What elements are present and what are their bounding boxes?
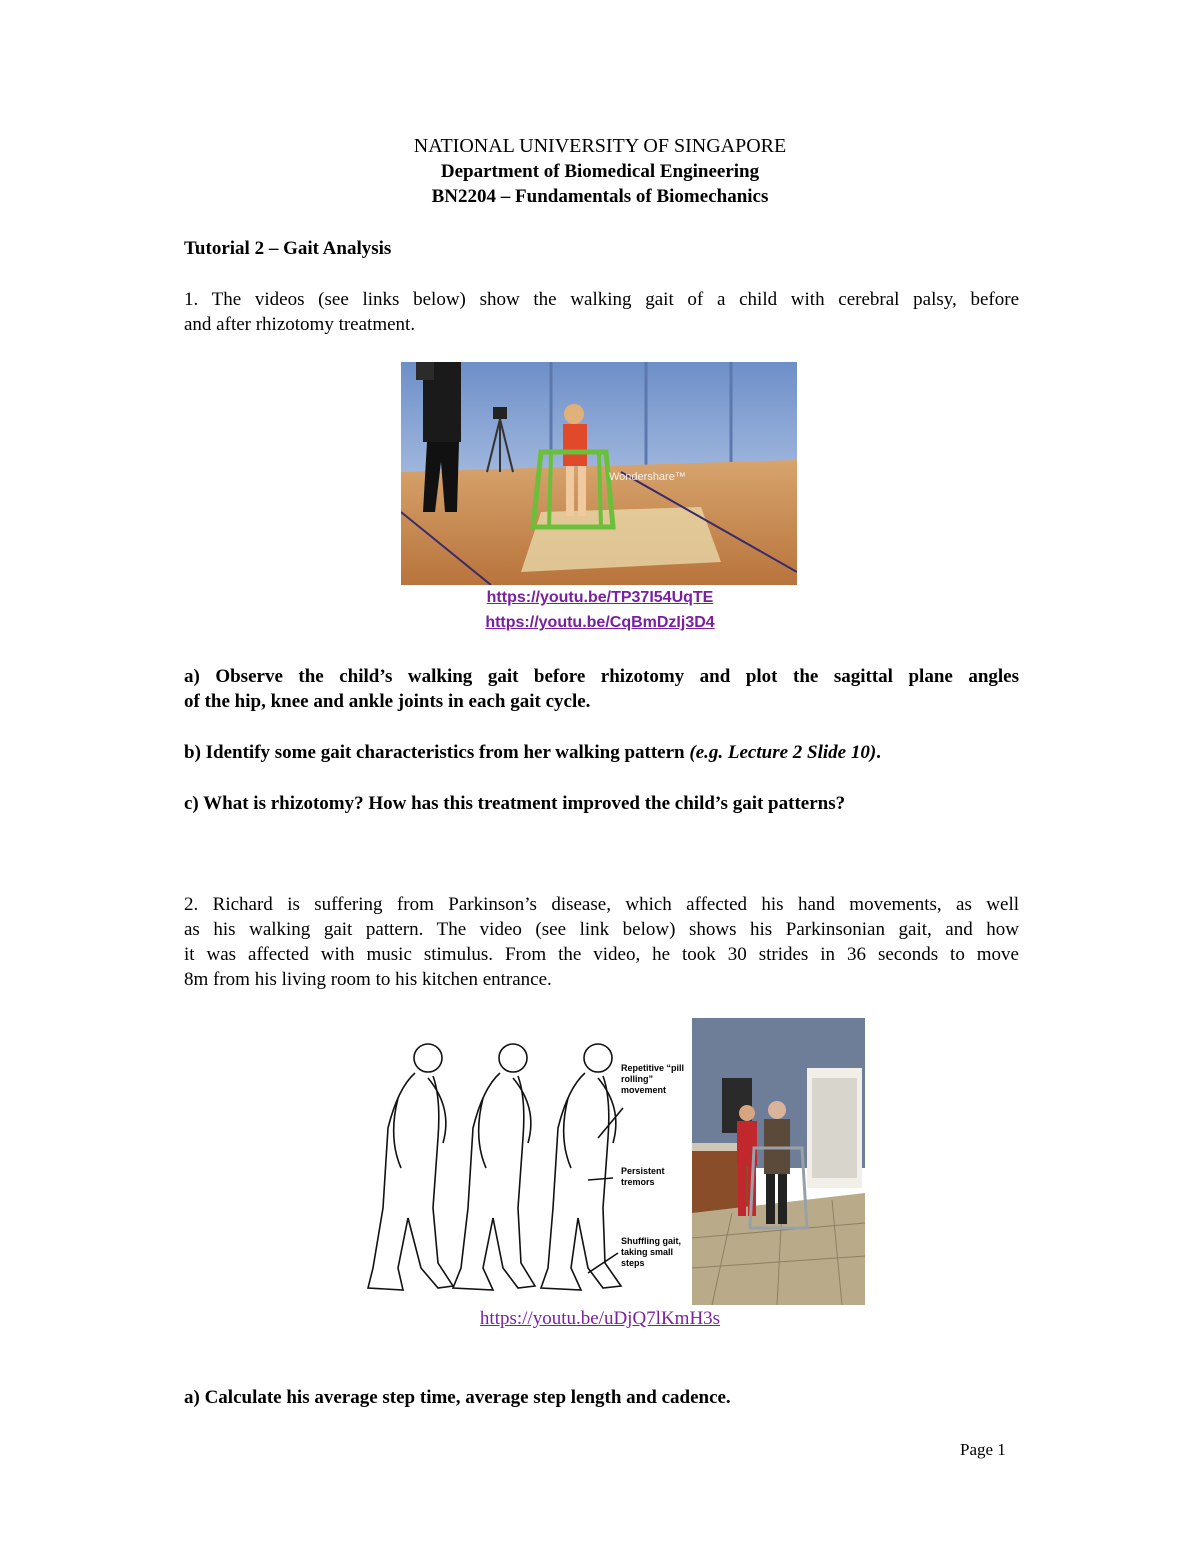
tutorial-title: Tutorial 2 – Gait Analysis [184, 238, 392, 259]
department-name: Department of Biomedical Engineering [440, 161, 760, 182]
q1-intro-line1: 1. The videos (see links below) show the walking gait of a child with cerebral palsy, before [184, 289, 1019, 310]
q2-line1: 2. Richard is suffering from Parkinson’s disease, which affected his hand movements, as well [184, 894, 1019, 915]
q1c: c) What is rhizotomy? How has this treatment improved the child’s gait patterns? [184, 793, 846, 814]
q1b-prefix: b) Identify some gait characteristics from her walking pattern [184, 742, 690, 763]
kitchen-walker-image [692, 1018, 865, 1305]
label-pill-rolling: Repetitive “pill rolling” movement [621, 1063, 685, 1095]
parkinson-figures-image [343, 1018, 685, 1310]
q2-link-row [0, 1308, 1200, 1330]
page-number: Page 1 [960, 1440, 1006, 1459]
university-name: NATIONAL UNIVERSITY OF SINGAPORE [413, 135, 787, 157]
q2-line3: it was affected with music stimulus. From the video, he took 30 strides in 36 seconds to move [184, 944, 1019, 965]
child-walker-image [401, 362, 797, 585]
q2-line2: as his walking gait pattern. The video (see link below) shows his Parkinsonian gait, and how [184, 919, 1019, 940]
q1b-suffix: . [876, 742, 881, 763]
q2-line4: 8m from his living room to his kitchen entrance. [184, 969, 552, 990]
label-tremors: Persistent tremors [621, 1166, 665, 1187]
video-link-parkinson[interactable]: https://youtu.be/uDjQ7lKmH3s [479, 1308, 721, 1329]
q1b-reference: (e.g. Lecture 2 Slide 10) [689, 742, 877, 763]
watermark-text: Wondershare™ [609, 471, 686, 483]
video-link-before[interactable]: https://youtu.be/TP37I54UqTE [486, 589, 714, 606]
course-title: BN2204 – Fundamentals of Biomechanics [431, 186, 769, 207]
kitchen-walker-photo [692, 1018, 865, 1305]
q1-link1-row [0, 589, 1200, 607]
q1a-line1: a) Observe the child’s walking gait before rhizotomy and plot the sagittal plane angles [184, 666, 1019, 687]
q1-intro-line2: and after rhizotomy treatment. [184, 314, 416, 335]
q1a-line2: of the hip, knee and ankle joints in each gait cycle. [184, 691, 591, 712]
child-walker-photo [401, 362, 797, 585]
q2a: a) Calculate his average step time, average step length and cadence. [184, 1387, 731, 1408]
video-link-after[interactable]: https://youtu.be/CqBmDzIj3D4 [485, 614, 715, 631]
label-shuffling: Shuffling gait, taking small steps [621, 1236, 681, 1268]
q1b [184, 740, 1019, 766]
q1-link2-row [0, 614, 1200, 632]
parkinson-gait-illustration [343, 1018, 685, 1310]
